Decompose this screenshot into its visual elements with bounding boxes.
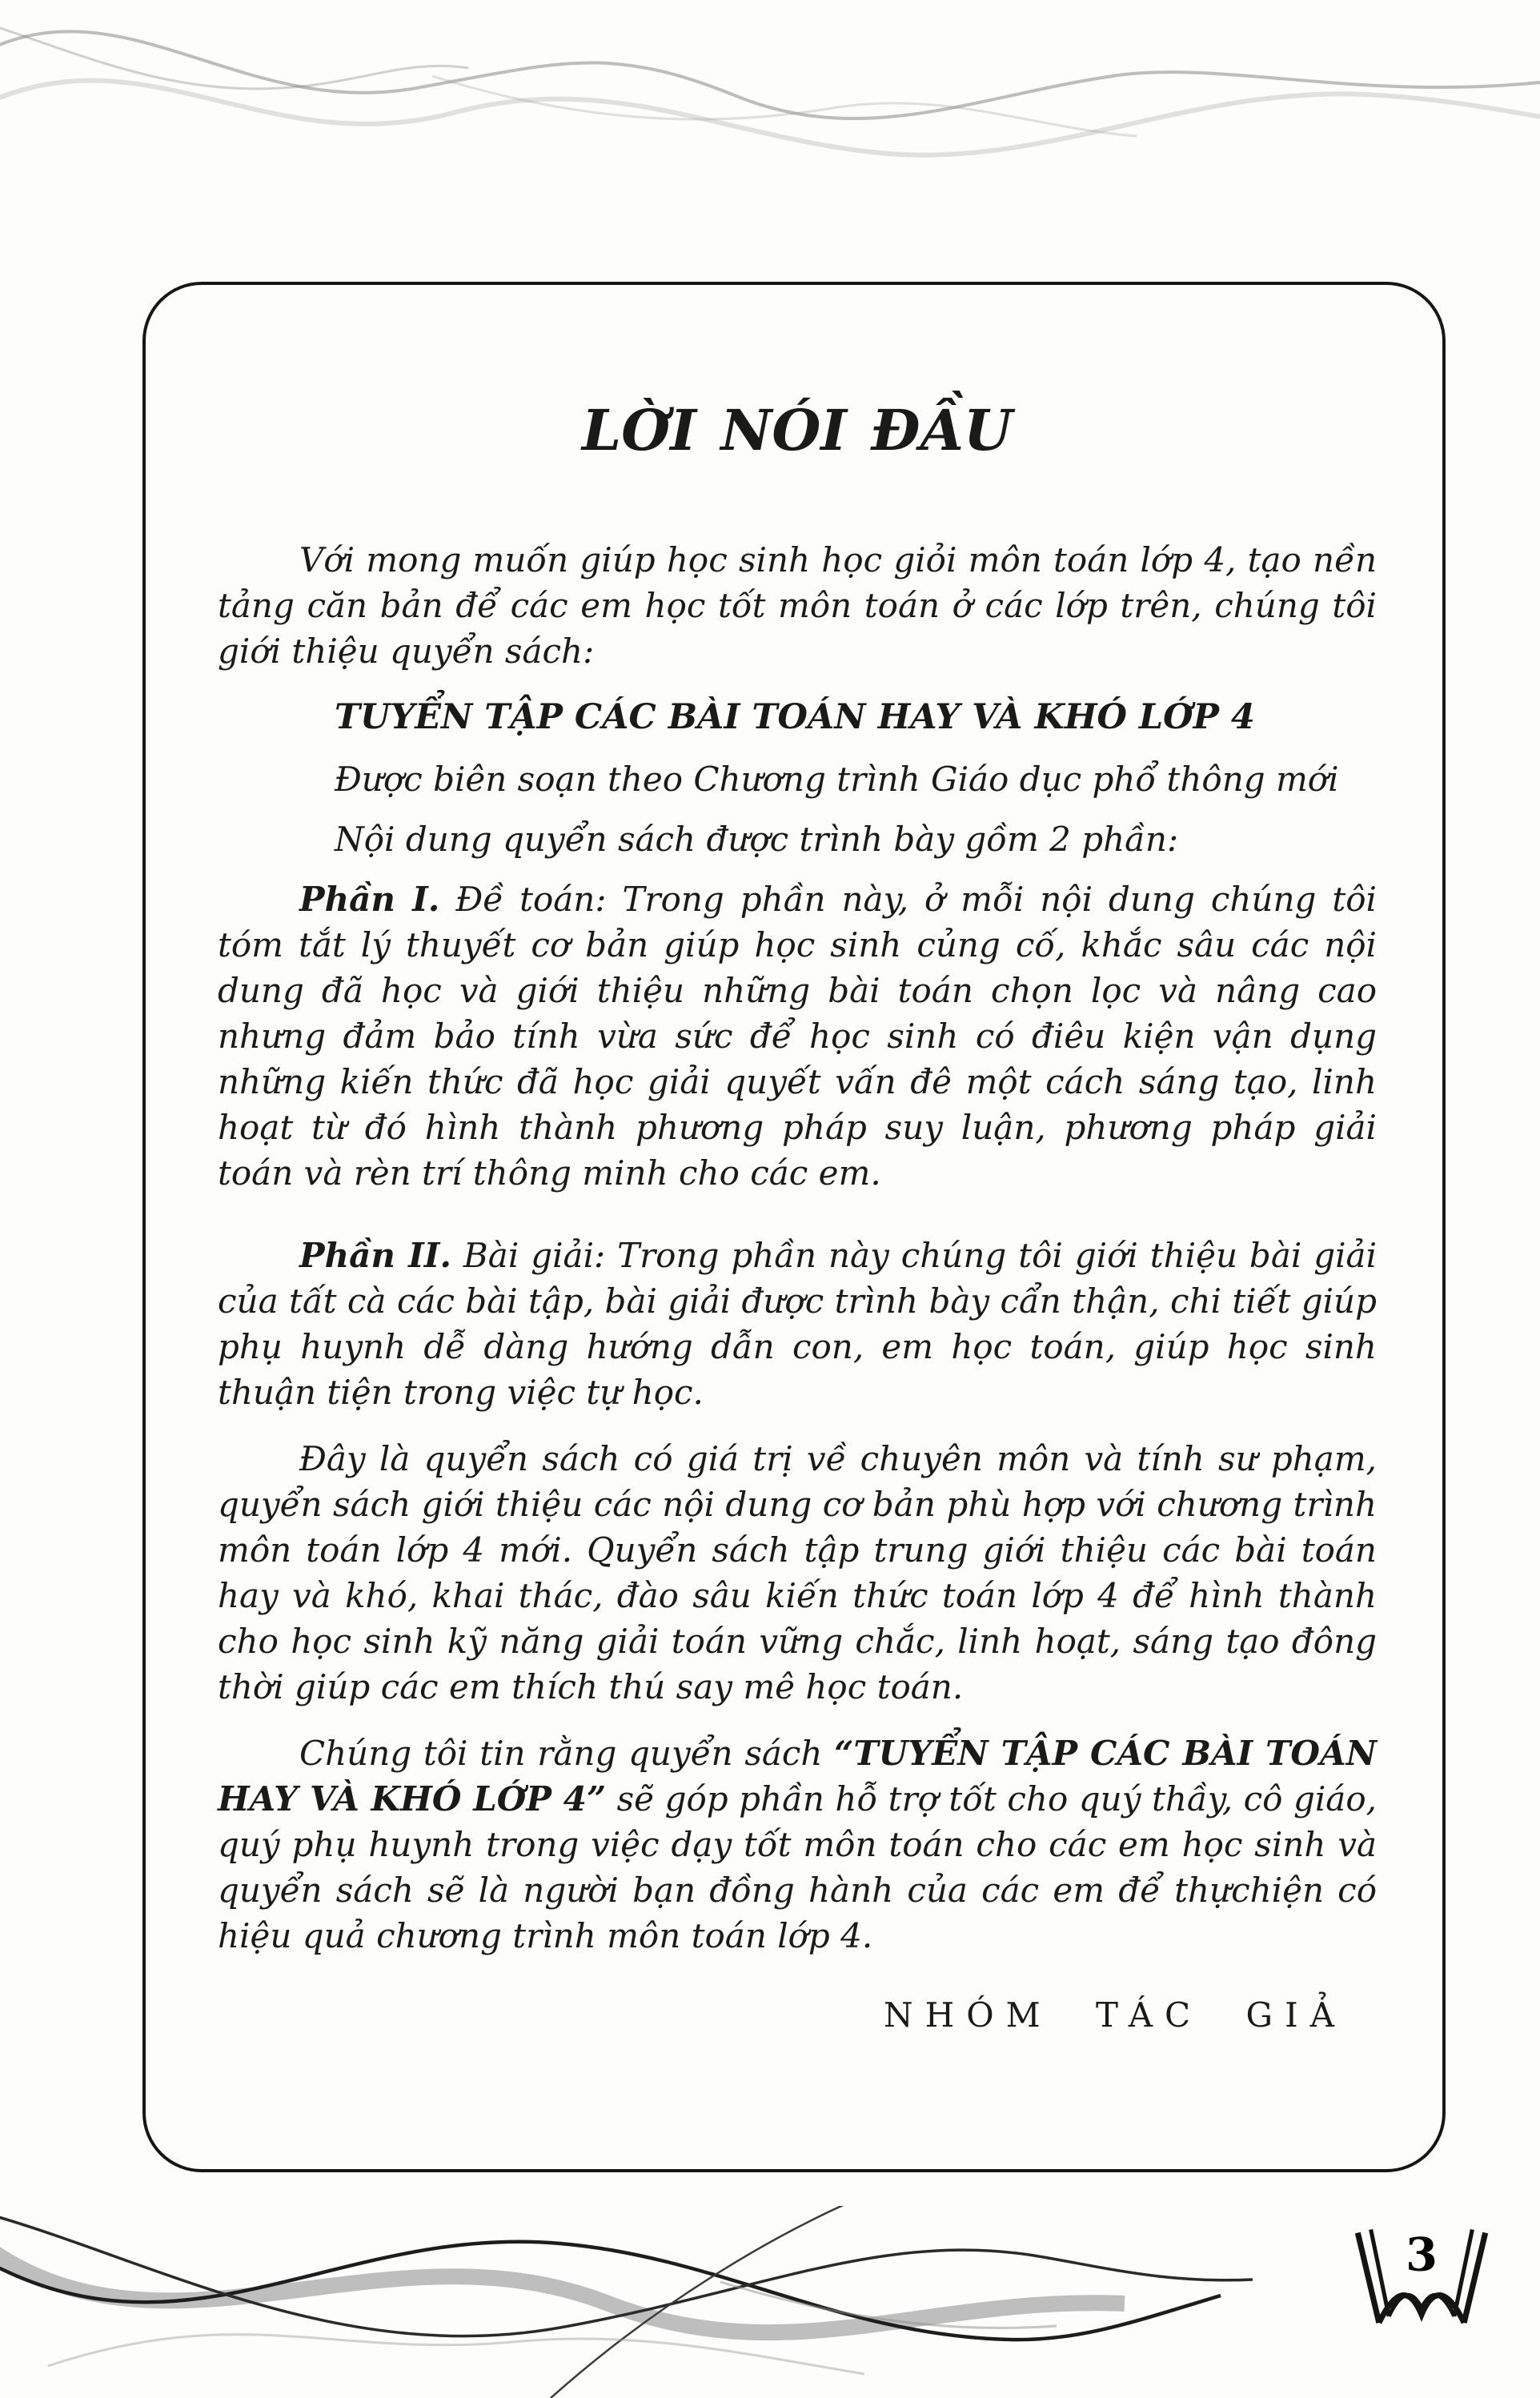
- page-title: LỜI NÓI ĐẦU: [582, 397, 1013, 463]
- paragraph-part1: [218, 876, 1377, 1196]
- book-title-line: TUYỂN TẬP CÁC BÀI TOÁN HAY VÀ KHÓ LỚP 4: [335, 697, 1255, 737]
- signature: NHÓM TÁC GIẢ: [883, 1995, 1346, 2035]
- intro-text: Với mong muốn giúp học sinh học giỏi môn toán lớp 4, tạo nền tảng căn bản để các em học tốt môn toán ở các lớp trên, chúng tôi giới thiệu quyển sách:: [218, 540, 1377, 671]
- preface-body: [218, 537, 1377, 1959]
- paragraph-intro: [218, 537, 1377, 674]
- closing-book-title: “TUYỂN TẬP CÁC BÀI TOÁN HAY VÀ KHÓ LỚP 4”: [218, 1734, 1377, 1819]
- closing-pre-text: Chúng tôi tin rằng quyển sách: [299, 1734, 835, 1773]
- closing-post-text: sẽ góp phần hỗ trợ tốt cho quý thầy, cô giáo, quý phụ huynh trong việc dạy tốt môn toán cho các em học sinh và quyển sách sẽ là người bạn đồng hành của các em để thựchiện có hiệu quả chương trình môn toán lớp 4.: [218, 1779, 1377, 1955]
- bottom-wave-decoration: [0, 2206, 1540, 2398]
- part1-text: Đề toán: Trong phần này, ở mỗi nội dung chúng tôi tóm tắt lý thuyết cơ bản giúp học sinh củng cố, khắc sâu các nội dung đã học và giới thiệu những bài toán chọn lọc và nâng cao nhưng đảm bảo tính vừa sức để học sinh có điêu kiện vận dụng những kiến thức đã học giải quyết vấn đê một cách sáng tạo, linh hoạt từ đó hình thành phương pháp suy luận, phương pháp giải toán và rèn trí thông minh cho các em.: [218, 880, 1377, 1193]
- open-book-icon: [1346, 2225, 1497, 2345]
- part2-label: Phần II.: [299, 1236, 451, 1275]
- compiled-line: Được biên soạn theo Chương trình Giáo dục phổ thông mới: [335, 760, 1339, 799]
- paragraph-part2: [218, 1233, 1377, 1415]
- page-number: 3: [1406, 2228, 1438, 2282]
- part1-label: Phần I.: [299, 880, 440, 919]
- paragraph-closing: [218, 1730, 1377, 1959]
- structure-line: Nội dung quyển sách được trình bày gồm 2 phần:: [335, 820, 1179, 859]
- preface-frame: [142, 282, 1446, 2172]
- part2-text: Bài giải: Trong phần này chúng tôi giới thiệu bài giải của tất cà các bài tập, bài giải được trình bày cẩn thận, chi tiết giúp phụ huynh dễ dàng hướng dẫn con, em học toán, giúp học sinh thuận tiện trong việc tự học.: [218, 1236, 1378, 1412]
- paragraph-value: Đây là quyển sách có giá trị về chuyên môn và tính sư phạm, quyển sách giới thiệu các nội dung cơ bản phù hợp với chương trình môn toán lớp 4 mới. Quyển sách tập trung giới thiệu các bài toán hay và khó, khai thác, đào sâu kiến thức toán lớp 4 để hình thành cho học sinh kỹ năng giải toán vững chắc, linh hoạt, sáng tạo đông thời giúp các em thích thú say mê học toán.: [218, 1439, 1377, 1706]
- page-number-badge: [1346, 2225, 1497, 2345]
- top-wave-decoration: [0, 0, 1540, 184]
